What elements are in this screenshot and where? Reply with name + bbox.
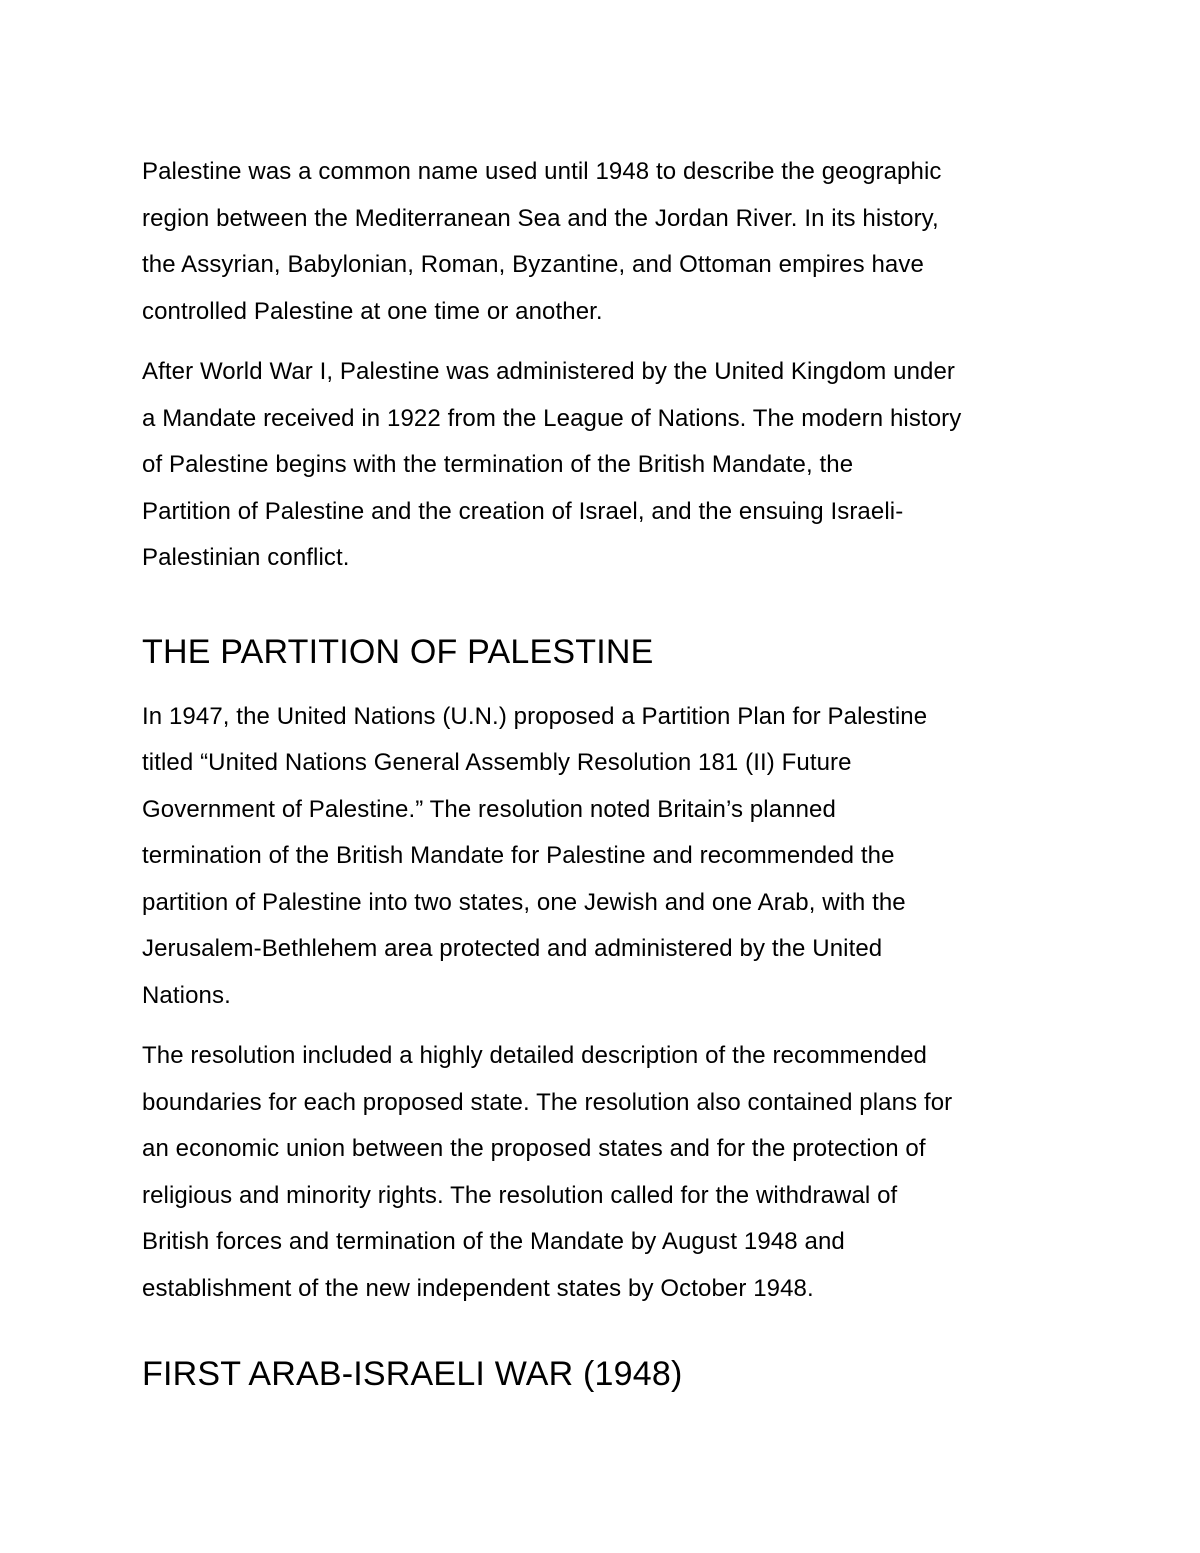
text-line: region between the Mediterranean Sea and the Jordan River. In its history, — [142, 204, 939, 232]
text-line: termination of the British Mandate for Palestine and recommended the — [142, 842, 895, 869]
text-line: Government of Palestine.” The resolution noted Britain’s planned — [142, 795, 836, 823]
intro-paragraph-1 — [142, 149, 1082, 335]
text-line: In 1947, the United Nations (U.N.) proposed a Partition Plan for Palestine — [142, 702, 928, 730]
text-line: titled “United Nations General Assembly Resolution 181 (II) Future — [142, 749, 852, 776]
text-line: partition of Palestine into two states, one Jewish and one Arab, with the — [142, 888, 906, 916]
partition-paragraph-2 — [142, 1033, 1082, 1312]
section-heading-first-war: FIRST ARAB-ISRAELI WAR (1948) — [142, 1355, 683, 1393]
text-line: religious and minority rights. The resolution called for the withdrawal of — [142, 1181, 898, 1209]
text-line: controlled Palestine at one time or another. — [142, 297, 603, 325]
text-line: Palestine was a common name used until 1948 to describe the geographic — [142, 158, 942, 185]
text-line: boundaries for each proposed state. The resolution also contained plans for — [142, 1088, 953, 1116]
text-line: an economic union between the proposed states and for the protection of — [142, 1135, 926, 1162]
section-heading-partition: THE PARTITION OF PALESTINE — [142, 632, 654, 671]
intro-paragraph-2 — [142, 349, 1082, 582]
text-line: After World War I, Palestine was administered by the United Kingdom under — [142, 358, 956, 385]
text-line: British forces and termination of the Mandate by August 1948 and — [142, 1228, 845, 1255]
text-line: of Palestine begins with the termination of the British Mandate, the — [142, 451, 854, 478]
text-line: the Assyrian, Babylonian, Roman, Byzantine, and Ottoman empires have — [142, 251, 924, 278]
text-line: Jerusalem-Bethlehem area protected and administered by the United — [142, 935, 883, 962]
text-line: a Mandate received in 1922 from the League of Nations. The modern history — [142, 404, 962, 432]
text-line: The resolution included a highly detailed description of the recommended — [142, 1042, 928, 1069]
partition-paragraph-1 — [142, 694, 1082, 1020]
text-line: Palestinian conflict. — [142, 544, 350, 571]
text-line: Nations. — [142, 981, 231, 1009]
text-line: establishment of the new independent states by October 1948. — [142, 1274, 814, 1302]
text-line: Partition of Palestine and the creation of Israel, and the ensuing Israeli- — [142, 497, 904, 525]
document-body — [142, 149, 1082, 1394]
